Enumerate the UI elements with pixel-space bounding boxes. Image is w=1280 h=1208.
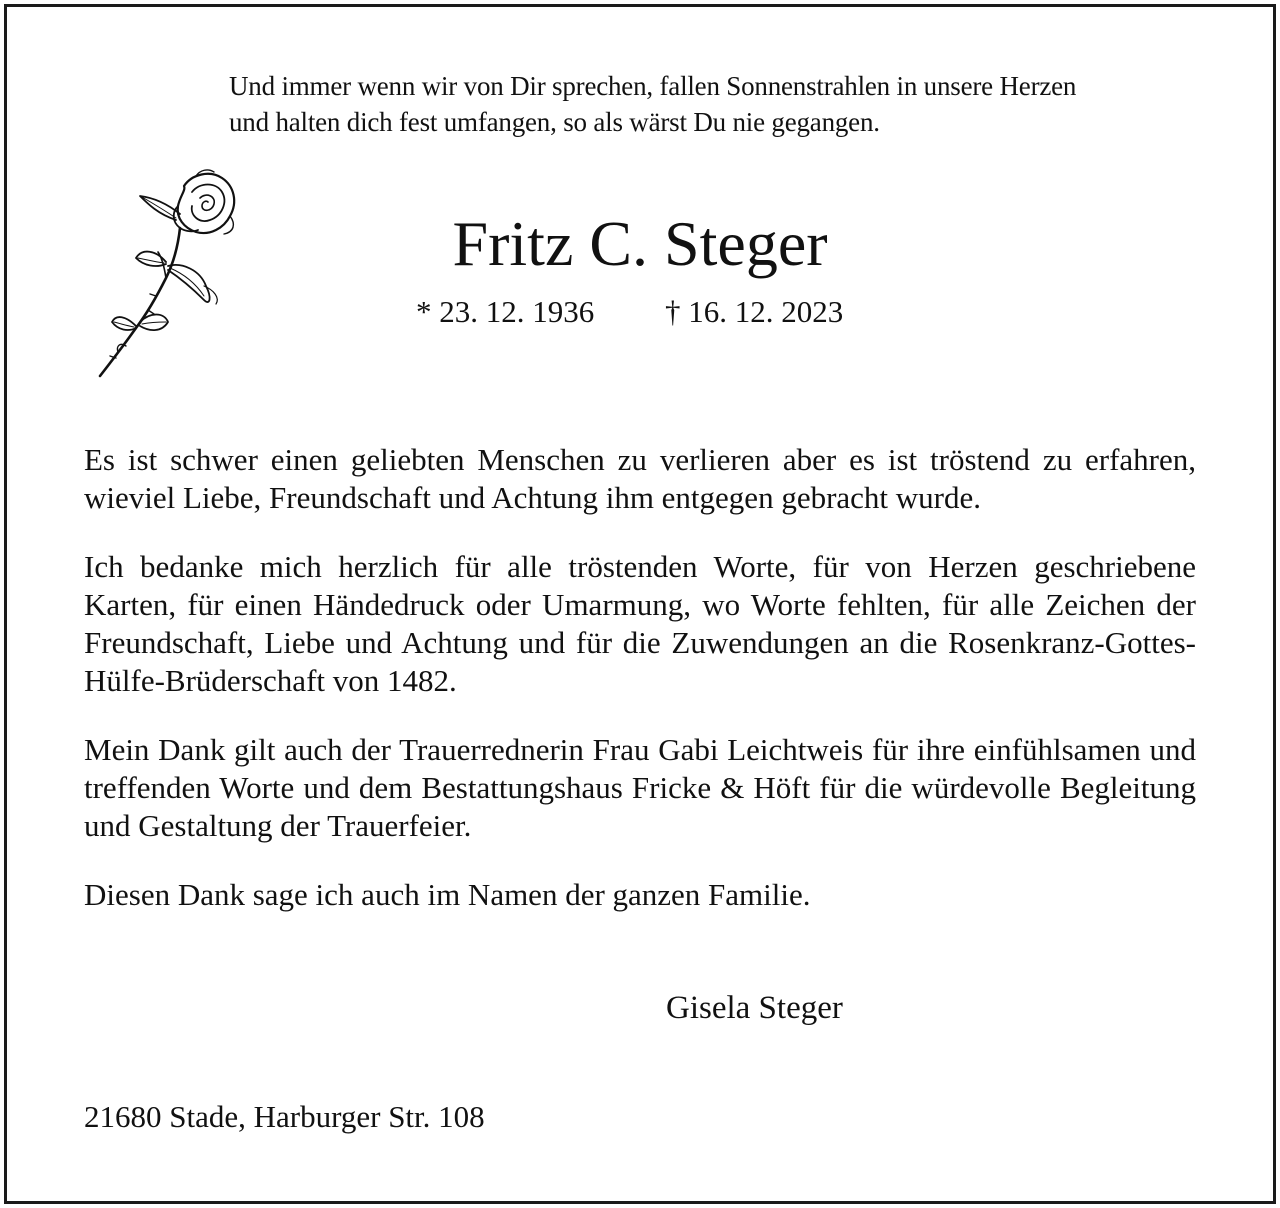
motto-line-2: und halten dich fest umfangen, so als wärst Du nie gegangen. <box>229 107 880 137</box>
motto-line-1: Und immer wenn wir von Dir sprechen, fallen Sonnenstrahlen in unsere Herzen <box>229 71 1077 101</box>
address: 21680 Stade, Harburger Str. 108 <box>84 1099 485 1134</box>
deceased-name: Fritz C. Steger <box>452 208 828 279</box>
paragraph: Es ist schwer einen geliebten Menschen zu verlieren aber es ist tröstend zu erfahren, wieviel Liebe, Freundschaft und Achtung ihm entgegen gebracht wurde. <box>84 442 1196 515</box>
paragraph: Ich bedanke mich herzlich für alle tröstenden Worte, für von Herzen geschriebene Karten, für einen Händedruck oder Umarmung, wo Worte fehlten, für alle Zeichen der Freundschaft, Liebe und Achtung und für die Zuwendungen an die Rosenkranz-Gottes-Hülfe-Brüderschaft von 1482. <box>84 549 1196 698</box>
motto-verse <box>229 68 1229 140</box>
signature: Gisela Steger <box>666 990 843 1026</box>
thank-you-text <box>84 441 1196 945</box>
death-date: † 16. 12. 2023 <box>665 294 844 329</box>
paragraph: Mein Dank gilt auch der Trauerrednerin Frau Gabi Leichtweis für ihre einfühlsamen und treffenden Worte und dem Bestattungshaus Fricke & Höft für die würdevolle Begleitung und Gestaltung der Trauerfeier. <box>84 732 1196 843</box>
paragraph: Diesen Dank sage ich auch im Namen der ganzen Familie. <box>84 877 811 912</box>
birth-date: * 23. 12. 1936 <box>416 294 595 329</box>
